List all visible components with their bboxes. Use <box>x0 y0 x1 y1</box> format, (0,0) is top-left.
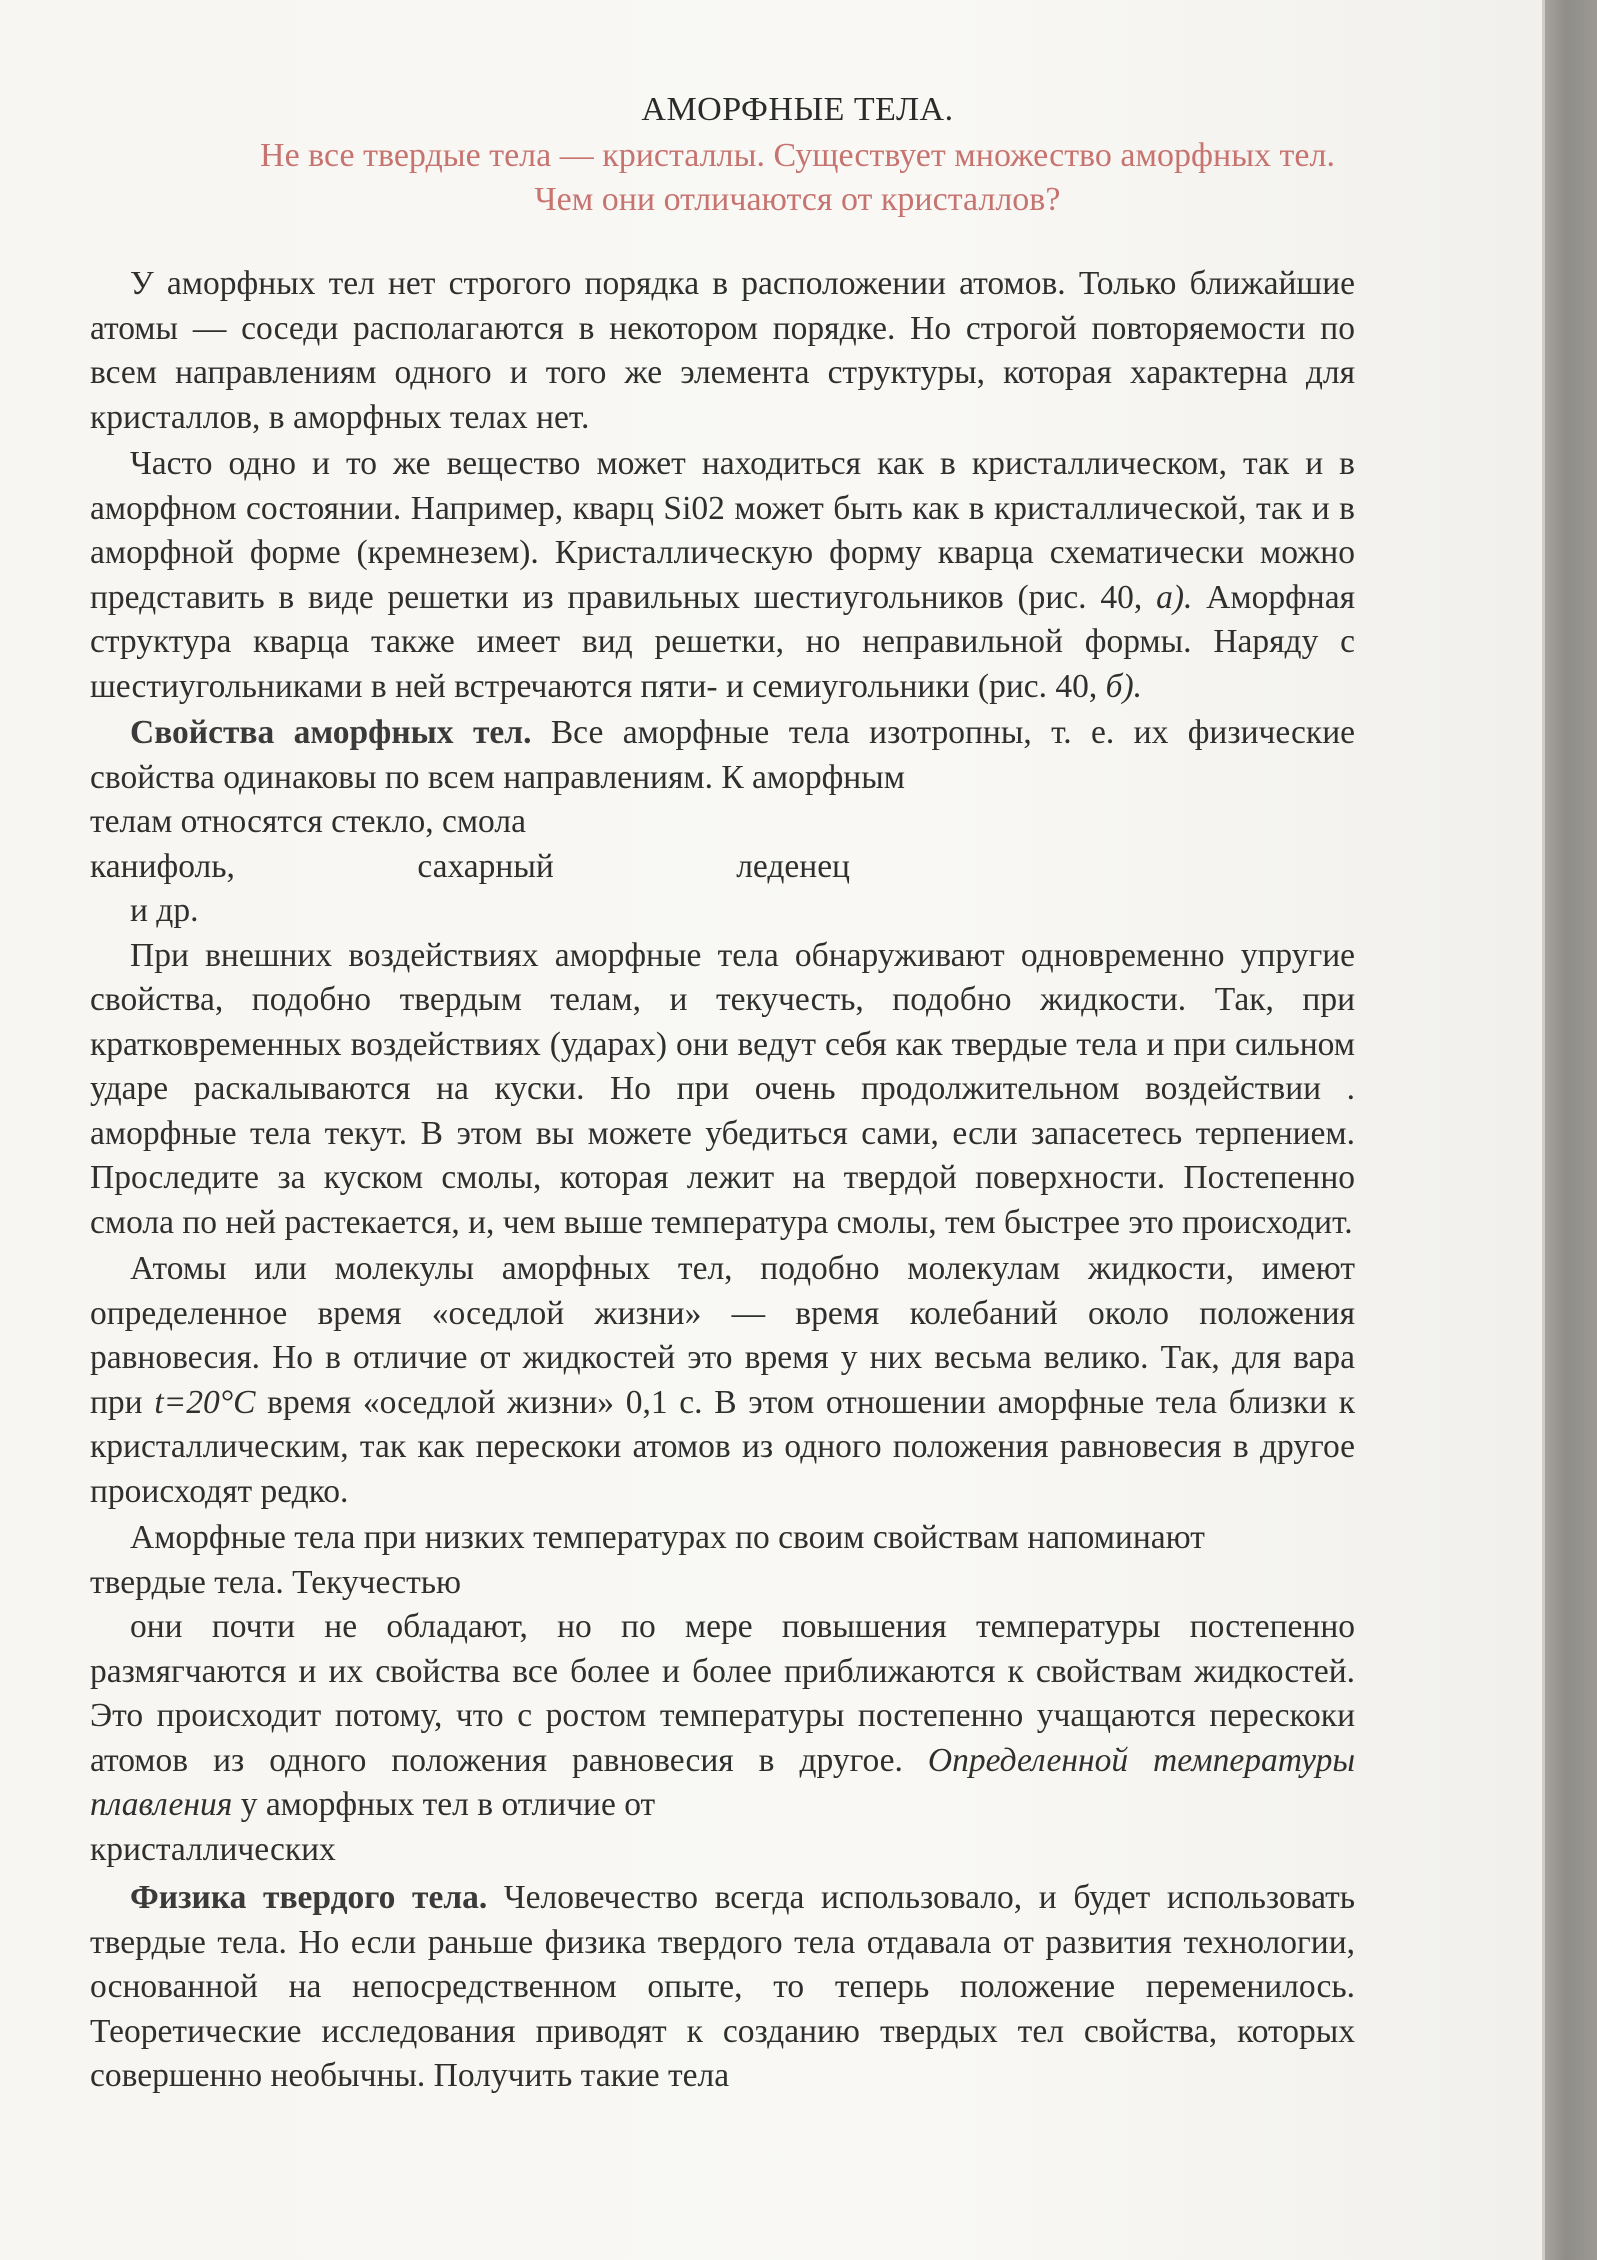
page-title: АМОРФНЫЕ ТЕЛА. <box>641 91 954 128</box>
paragraph-3 <box>90 711 1355 800</box>
paragraph-4: При внешних воздействиях аморфные тела обнаруживают одновременно упругие свойства, подобно твердым телам, и текучесть, подобно жидкости. Так, при кратковременных воздействиях (ударах) они ведут себя как твердые тела и при сильном ударе раскалываются на куски. Но при очень продолжительном воздействии . аморфные тела текут. В этом вы можете убедиться сами, если запасетесь терпением. Проследите за куском смолы, которая лежит на твердой поверхности. Постепенно смола по ней растекается, и, чем выше температура смолы, тем быстрее это происходит. <box>90 936 1355 1241</box>
section-heading-solid-state-physics: Физика твердого тела. <box>130 1879 488 1916</box>
paragraph-6-text-c: они почти не обладают, но по мере повышения температуры постепенно размягчаются и их свойства все более и более приближаются к свойствам жидкостей. Это происходит потому, что с ростом температуры постепенно учащаются перескоки атомов из одного положения равновесия в другое. <box>90 1608 1355 1779</box>
paragraph-3-end: и др. <box>130 892 199 929</box>
paragraph-6-line-2: твердые тела. Текучестью <box>90 1563 462 1601</box>
section-heading-amorphous-properties: Свойства аморфных тел. <box>130 714 532 751</box>
paragraph-2-italic-a: а). <box>1156 578 1193 616</box>
paragraph-5-italic: t=20°С <box>154 1383 256 1421</box>
fragment-word-2: сахарный <box>417 847 554 885</box>
fragment-word-3: леденец <box>736 847 850 885</box>
paragraph-6-line-1: Аморфные тела при низких температурах по своим свойствам напоминают <box>130 1519 1205 1556</box>
paragraph-2 <box>90 442 1355 709</box>
paragraph-2-text-b: Аморфная структура кварца также имеет вид решетки, но неправильной формы. Наряду с шестиугольниками в ней встречаются пяти- и семиугольники (рис. 40, <box>90 578 1355 705</box>
paragraph-5-text-a: Атомы или молекулы аморфных тел, подобно молекулам жидкости, имеют определенное время «оседлой жизни» — время колебаний около положения равновесия. Но в отличие от жидкостей это время у них весьма велико. Так, для вара при <box>90 1250 1355 1421</box>
fragment-word-1: канифоль, <box>90 847 235 885</box>
subtitle-line-1: Не все твердые тела — кристаллы. Существует множество аморфных тел. <box>260 137 1335 174</box>
paragraph-6-italic: Определенной температуры плавления <box>90 1741 1356 1823</box>
paragraph-6-body <box>90 1605 1355 1828</box>
paragraph-6-end: кристаллических <box>90 1830 336 1868</box>
scanner-edge-shadow <box>1545 0 1597 2260</box>
paragraph-7 <box>90 1876 1355 2099</box>
paragraph-2-text-a: Часто одно и то же вещество может находиться как в кристаллическом, так и в аморфном состоянии. Например, кварц Si02 может быть как в кристаллической, так и в аморфной форме (кремнезем). Кристаллическую форму кварца схематически можно представить в виде решетки из правильных шестиугольников (рис. 40, <box>90 445 1355 616</box>
subtitle-line-2: Чем они отличаются от кристаллов? <box>534 181 1061 218</box>
paragraph-3-text: Все аморфные тела изотропны, т. е. их физические свойства одинаковы по всем направлениям. К аморфным <box>90 714 1355 796</box>
document-body <box>90 88 1355 2099</box>
subtitle <box>240 134 1355 222</box>
paragraph-3-line-2: телам относятся стекло, смола <box>90 803 526 840</box>
paragraph-5-text-b: время «оседлой жизни» 0,1 с. В этом отношении аморфные тела близки к кристаллическим, так как перескоки атомов из одного положения равновесия в другое происходят редко. <box>90 1383 1355 1510</box>
paragraph-3-fragment-row <box>90 845 850 890</box>
paragraph-1: У аморфных тел нет строгого порядка в расположении атомов. Только ближайшие атомы — соседи располагаются в некотором порядке. Но строгой повторяемости по всем направлениям одного и того же элемента структуры, которая характерна для кристаллов, в аморфных телах нет. <box>90 265 1355 436</box>
paragraph-7-text: Человечество всегда использовало, и будет использовать твердые тела. Но если раньше физика твердого тела отдавала от развития технологии, основанной на непосредственном опыте, то теперь положение переменилось. Теоретические исследования приводят к созданию твердых тел свойства, которых совершенно необычны. Получить такие тела <box>90 1879 1355 2094</box>
paragraph-5 <box>90 1247 1355 1514</box>
paragraph-6-text-d: у аморфных тел в отличие от <box>232 1786 656 1823</box>
paragraph-2-italic-b: б). <box>1105 667 1143 705</box>
